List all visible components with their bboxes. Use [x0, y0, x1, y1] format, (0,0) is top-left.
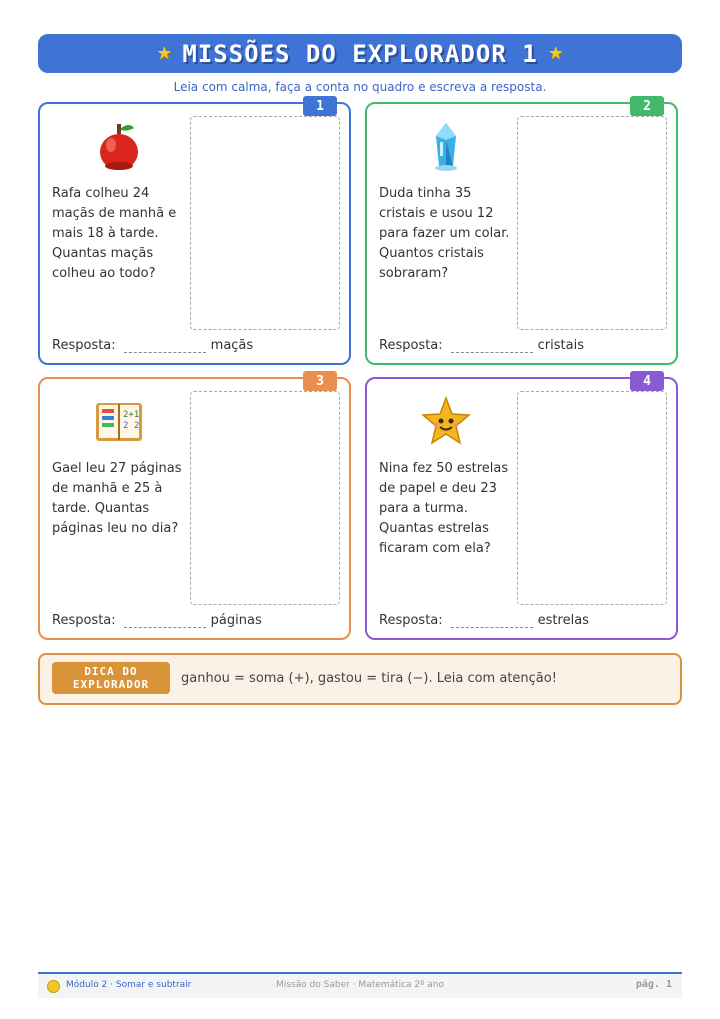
mission-number-badge: 3 [303, 371, 337, 391]
page-number: pág. 1 [635, 979, 672, 990]
page-title: MISSÕES DO EXPLORADOR 1 [182, 39, 538, 68]
answer-unit: cristais [537, 338, 584, 353]
answer-line [52, 613, 262, 628]
star-icon: ★ [547, 43, 564, 64]
page-footer [38, 972, 682, 998]
problem-text: Gael leu 27 páginas de manhã e 25 à tarde. Quantas páginas leu no dia? [52, 461, 182, 536]
mission-card-1 [38, 98, 351, 365]
crystal-icon [419, 120, 473, 174]
mission-card-2 [365, 98, 678, 365]
answer-unit: estrelas [537, 613, 589, 628]
answer-unit: páginas [210, 613, 262, 628]
problem-text: Rafa colheu 24 maçãs de manhã e mais 18 à tarde. Quantas maçãs colheu ao todo? [52, 186, 177, 281]
star-icon [419, 395, 473, 449]
mission-number-badge: 1 [303, 96, 337, 116]
instructions: Leia com calma, faça a conta no quadro e escreva a resposta. [173, 80, 547, 94]
star-icon: ★ [156, 43, 173, 64]
apple-icon [92, 120, 146, 174]
answer-blank[interactable] [451, 340, 533, 353]
svg-text:2 2: 2 2 [123, 421, 140, 431]
answer-line [379, 338, 584, 353]
title-banner [38, 34, 682, 73]
tip-label-line2: EXPLORADOR [72, 678, 150, 691]
answer-label: Resposta: [52, 613, 116, 628]
answer-label: Resposta: [52, 338, 116, 353]
answer-blank[interactable] [124, 615, 206, 628]
answer-label: Resposta: [379, 613, 443, 628]
mission-number-badge: 4 [630, 371, 664, 391]
tip-text: ganhou = soma (+), gastou = tira (−). Leia com atenção! [181, 671, 557, 686]
calculation-box[interactable] [190, 391, 340, 605]
tip-badge [52, 662, 170, 694]
book-icon [92, 395, 146, 449]
mission-card-4 [365, 373, 678, 640]
svg-text:2+1: 2+1 [123, 410, 140, 420]
answer-line [52, 338, 253, 353]
footer-center: Missão do Saber · Matemática 2º ano [276, 980, 444, 990]
tip-label-line1: DICA DO [84, 665, 138, 678]
mission-number-badge: 2 [630, 96, 664, 116]
footer-module: Módulo 2 · Somar e subtrair [66, 980, 192, 990]
calculation-box[interactable] [190, 116, 340, 330]
problem-text: Nina fez 50 estrelas de papel e deu 23 para a turma. Quantas estrelas ficaram com ela? [379, 461, 509, 556]
explorer-tip [38, 653, 682, 705]
mission-card-3 [38, 373, 351, 640]
calculation-box[interactable] [517, 391, 667, 605]
problem-text: Duda tinha 35 cristais e usou 12 para fazer um colar. Quantos cristais sobraram? [379, 186, 510, 281]
answer-blank[interactable] [124, 340, 206, 353]
answer-unit: maçãs [210, 338, 254, 353]
answer-label: Resposta: [379, 338, 443, 353]
calculation-box[interactable] [517, 116, 667, 330]
answer-line [379, 613, 589, 628]
answer-blank[interactable] [451, 615, 533, 628]
